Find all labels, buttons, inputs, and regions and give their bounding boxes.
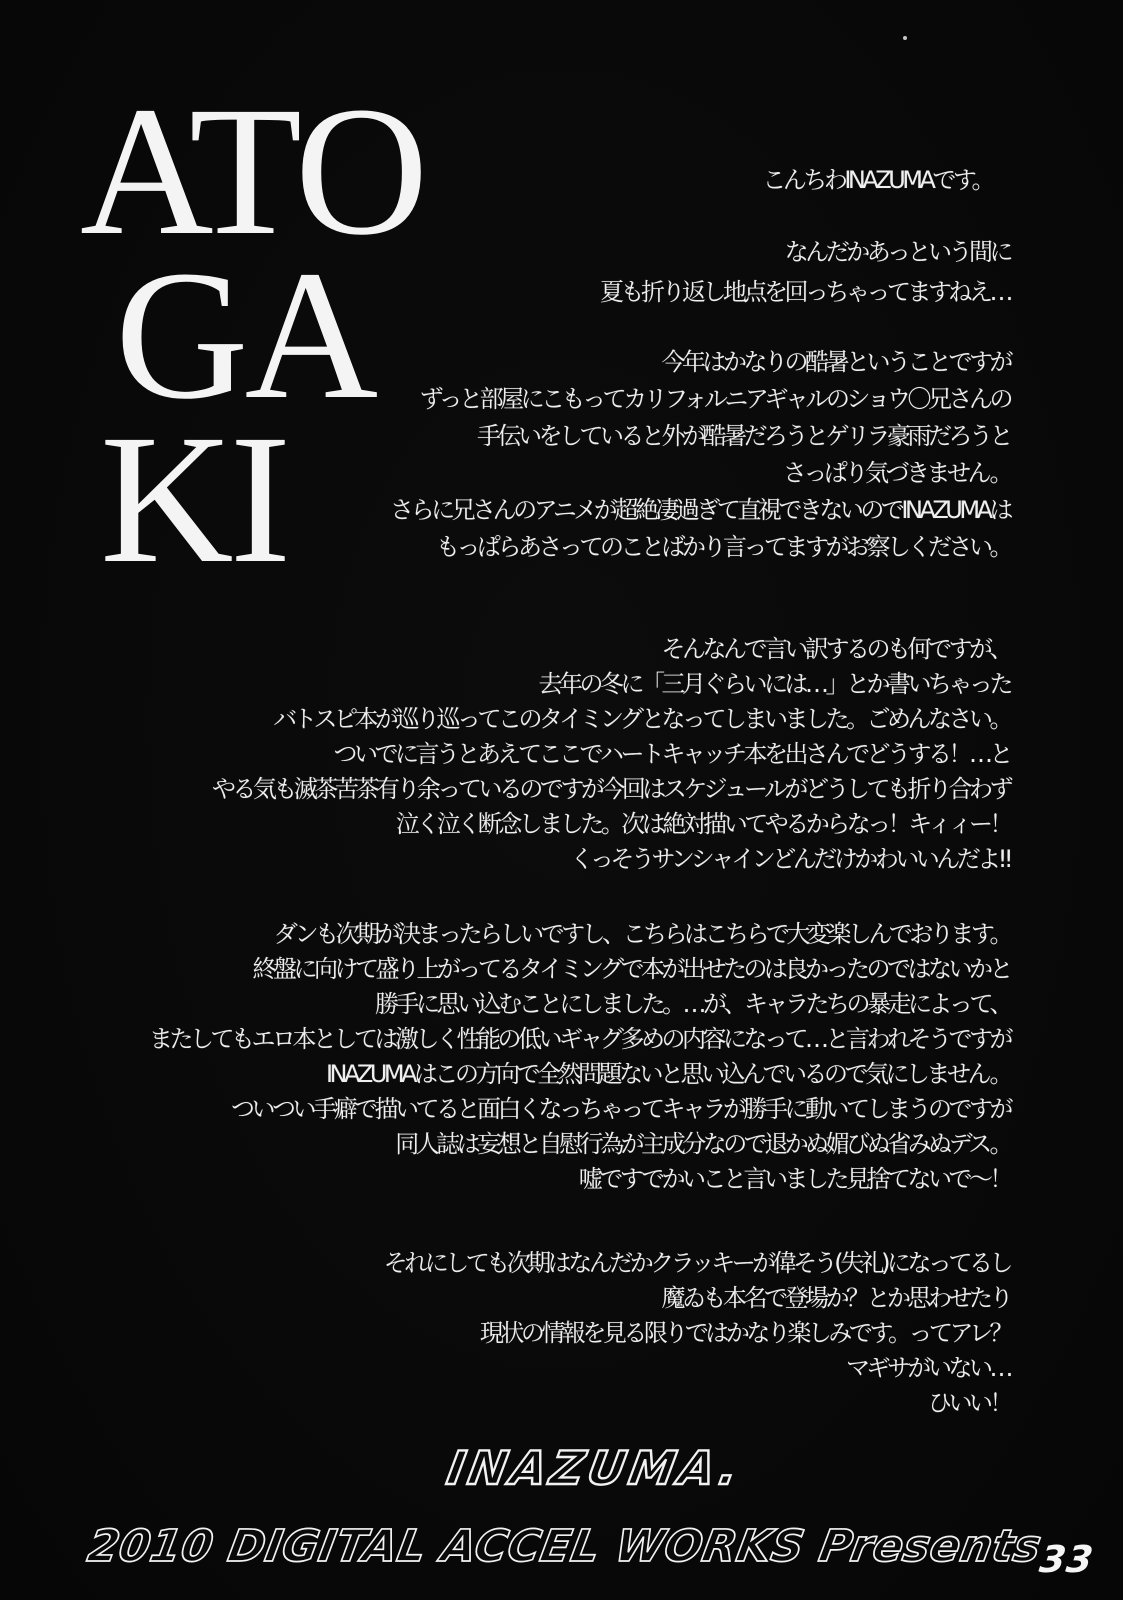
- text-line: バトスピ本が巡り巡ってこのタイミングとなってしまいました。ごめんなさい。: [273, 705, 1010, 733]
- text-line: ひいい！: [928, 1389, 1010, 1417]
- text-line: ついつい手癖で描いてると面白くなっちゃってキャラが勝手に動いてしまうのですが: [231, 1095, 1010, 1123]
- text-line: ダンも次期が決まったらしいですし、こちらはこちらで大変楽しんでおります。: [273, 920, 1010, 948]
- title-line-ga: GA: [115, 233, 375, 438]
- inazuma-logo: INAZUMA.: [443, 1441, 747, 1495]
- text-line: 勝手に思い込むことにしました。…が、キャラたちの暴走によって、: [374, 990, 1010, 1018]
- text-line: くっそうサンシャインどんだけかわいいんだよ!!: [570, 845, 1010, 873]
- text-line: さらに兄さんのアニメが超絶凄過ぎて直視できないのでINAZUMAは: [390, 496, 1010, 524]
- text-line: 魔ゐも本名で登場か？とか思わせたり: [661, 1284, 1010, 1312]
- text-line: 夏も折り返し地点を回っちゃってますねえ…: [600, 278, 1010, 306]
- afterword-paragraph-next-season: [60, 1246, 1010, 1421]
- afterword-paragraph-greeting: [60, 160, 992, 200]
- text-line: ずっと部屋にこもってカリフォルニアギャルのショウ〇兄さんの: [419, 385, 1010, 413]
- text-line: 去年の冬に「三月ぐらいには…」とか書いちゃった: [538, 670, 1010, 698]
- text-line: もっぱらあさってのことばかり言ってますがお察しください。: [436, 533, 1010, 561]
- text-line: 手伝いをしていると外が酷暑だろうとゲリラ豪雨だろうと: [477, 422, 1010, 450]
- text-line: それにしても次期はなんだかクラッキーが偉そう(失礼)になってるし: [383, 1249, 1010, 1277]
- title-line-ki: KI: [100, 397, 288, 602]
- text-line: こんちわINAZUMAです。: [762, 166, 992, 194]
- text-line: またしてもエロ本としては激しく性能の低いギャグ多めの内容になって…と言われそうですが: [149, 1025, 1010, 1053]
- title-line-ato: ATO: [80, 69, 425, 274]
- afterword-paragraph-apology: [60, 632, 1010, 877]
- text-line: やる気も滅茶苦茶有り余っているのですが今回はスケジュールがどうしても折り合わず: [211, 775, 1010, 803]
- text-line: 終盤に向けて盛り上がってるタイミングで本が出せたのは良かったのではないかと: [252, 955, 1010, 983]
- text-line: 現状の情報を見る限りではかなり楽しみです。ってアレ？: [479, 1319, 1010, 1347]
- text-line: ついでに言うとあえてここでハートキャッチ本を出さんでどうする！…と: [333, 740, 1010, 768]
- text-line: 同人誌は妄想と自慰行為が主成分なので退かぬ媚びぬ省みぬデス。: [395, 1130, 1010, 1158]
- text-line: なんだかあっという間に: [784, 238, 1010, 266]
- circle-credit-line: 2010 DIGITAL ACCEL WORKS Presents: [84, 1521, 1046, 1572]
- text-line: さっぱり気づきません。: [783, 459, 1010, 487]
- text-line: 嘘ですでかいこと言いました見捨てないで〜！: [578, 1165, 1010, 1193]
- afterword-paragraph-summer: [60, 232, 1010, 312]
- text-line: そんなんで言い訳するのも何ですが、: [661, 635, 1010, 663]
- afterword-paragraph-series-thoughts: [60, 917, 1010, 1197]
- text-line: マギサがいない…: [846, 1354, 1010, 1382]
- afterword-paragraph-heatwave: [60, 344, 1010, 566]
- scan-artifact-dot: [903, 36, 907, 40]
- page-number: 33: [1036, 1538, 1097, 1581]
- text-line: 今年はかなりの酷暑ということですが: [661, 348, 1010, 376]
- text-line: INAZUMAはこの方向で全然問題ないと思い込んでいるので気にしません。: [325, 1060, 1010, 1088]
- text-line: 泣く泣く断念しました。次は絶対描いてやるからなっ！キィィー！: [395, 810, 1010, 838]
